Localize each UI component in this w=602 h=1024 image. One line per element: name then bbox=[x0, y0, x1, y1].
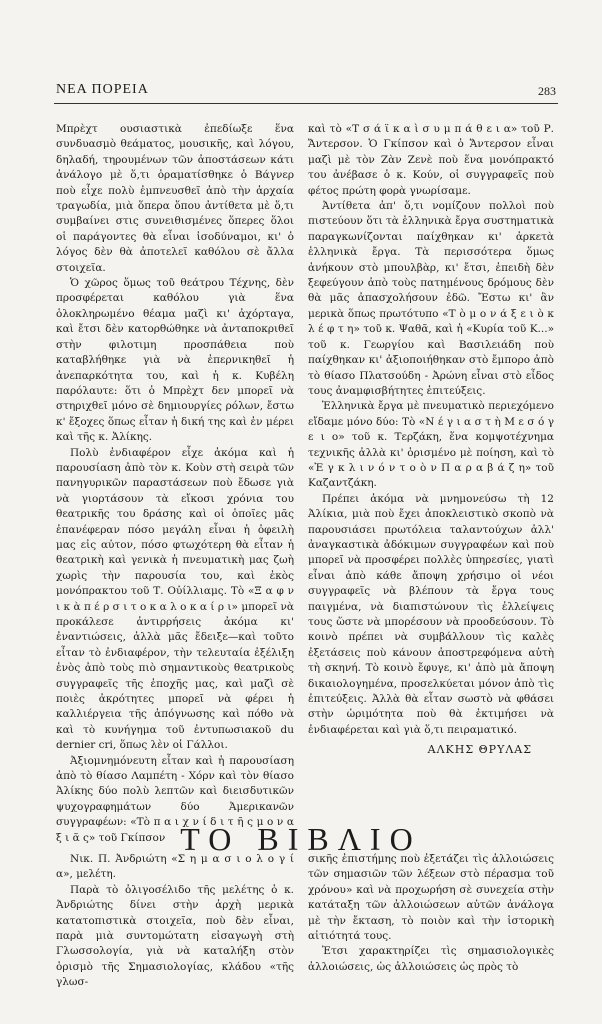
page-number: 283 bbox=[538, 84, 556, 98]
journal-title: ΝΕΑ ΠΟΡΕΙΑ bbox=[56, 82, 149, 97]
paragraph: Ὁ χῶρος ὅμως τοῦ θεάτρου Τέχνης, δὲν προσφέρεται καθόλου γιὰ ἕνα ὁλοκληρωμένο θέαμα μαζὶ κι' ἀχόρταγα, καὶ ἔτσι δὲν κατορθώθηκε νὰ ἀνταποκριθεῖ στὴν φιλοτιμη προσπάθεια ποὺ καταβλήθηκε γιὰ νὰ ἐπερνικηθεῖ ἡ ἀνεπαρκότητα του, καὶ ἡ κ. Κυβέλη παρόλαυτε: ὅτι ὁ Μπρὲχτ δεν μπορεῖ νὰ στηριχθεῖ μόνο σὲ δημιουργίες ρόλων, ἔστω κ' ἔξοχες ὅπως εἶταν ἡ δική της καὶ ἐν μέρει καὶ τῆς κ. Ἀλίκης. bbox=[56, 277, 294, 444]
paragraph: Πρέπει ἀκόμα νὰ μνημονεύσω τὴ 12 Ἀλίκια, μιὰ ποὺ ἔχει ἀποκλειστικὸ σκοπὸ νὰ παρουσιάσει πρωτόλεια ταλαντούχων ἀλλ' ἀναγκαστικὰ ἀδόκιμων συγγραφέων καὶ ποὺ μπορεῖ νὰ προσφέρει πολλὲς ὑπηρεσίες, γιατὶ εἶναι ἀπὸ κάθε ἄποψη χρήσιμο οἱ νέοι συγγραφεῖς νὰ βλέπουν τὰ ἔργα τους παιγμένα, νὰ διαπιστώνουν τὶς ἐλλείψεις τους ὥστε νὰ μπορέσουν νὰ προοδεύσουν. Τὸ κοινὸ πρέπει νὰ συμβάλλουν τὶς καλὲς ἐξετάσεις ποὺ κάνουν ἀποστρεφόμενα αὐτὴ τὴ σκηνή. Τὸ κοινὸ ἔφυγε, κι' ἀπὸ μὰ ἄποψη δικαιολογημένα, προσελκύεται μόνον ἀπὸ τὶς ἐπιτεύξεις. Ἀλλὰ θὰ εἶταν σωστὸ νὰ φθάσει στὴν ὡριμότητα ποὺ θὰ ἐκτιμήσει νὰ ἐνδιαφέρεται καὶ γιὰ ὅ,τι πειραματικό. bbox=[308, 492, 554, 736]
paragraph: Ἀντίθετα ἀπ' ὅ,τι νομίζουν πολλοὶ ποὺ πιστεύουν ὅτι τὰ ἑλληνικὰ ἔργα συστηματικὰ παραγκωνίζονται παίχθηκαν κι' ἀρκετὰ ἑλληνικὰ ἔργα. Τὰ περισσότερα ὅμως ἀνήκουν στὸ μπουλβὰρ, κι' ἔτσι, ἐπειδὴ δὲν ξεφεύγουν ἀπὸ τοὺς πατημένους δρόμους δὲν θὰ μᾶς ἀπασχολήσουν ἐδῶ. Ἔστω κι' ἂν μερικὰ ὅπως πρωτότυπο «Τ ὸ μ ο ν ά ξ ε ι ὸ κ λ έ φ τ η» τοῦ κ. Ψαθᾶ, καὶ ἡ «Κυρία τοῦ Κ...» τοῦ κ. Γεωργίου καὶ Βασιλειάδη ποὺ παίχθηκαν κι' ἀξιοποιήθηκαν στὸ ἔμπορο ἀπὸ τὸ θίασο Πλατσούδη - Ἀρώνη εἶναι στὸ εἶδος τους ἀναμφισβήτητες ἐπιτεύξεις. bbox=[308, 200, 554, 397]
review-column-left bbox=[56, 852, 294, 991]
article-column-right bbox=[308, 122, 554, 758]
paragraph: Παρὰ τὸ ὀλιγοσέλιδο τῆς μελέτης ὁ κ. Ἀνδριώτης δίνει στὴν ἀρχὴ μερικὰ κατατοπιστικὰ στοιχεῖα, ποὺ δὲν εἶναι, παρὰ μιὰ συντομώτατη εἰσαγωγὴ στὴ Γλωσσολογία, γιὰ νὰ καταλήξη στὸν ὁρισμὸ τῆς Σημασιολογίας, κλάδου «τῆς γλωσ- bbox=[56, 883, 294, 989]
paragraph: Πολὺ ἐνδιαφέρον εἶχε ἀκόμα καὶ ἡ παρουσίαση ἀπὸ τὸν κ. Κοὺν στὴ σειρὰ τῶν πανηγυρικῶν παραστάσεων ποὺ ἔδωσε γιὰ νὰ γιορτάσουν τὰ εἴκοσι χρόνια του θεατρικῆς του δράσης καὶ οἱ ὁποῖες μᾶς ἐπανέφεραν πόσο μεγάλη εἶναι ἡ ὀφειλὴ μας εἰς αὐτον, πόσο φτωχότερη θὰ εἶταν ἡ θεατρικὴ καὶ γενικὰ ἡ πνευματικὴ μας ζωὴ χωρὶς τὴν παρουσία του, καὶ ἐκὸς μονόπρακτου τοῦ Τ. Οὐίλλιαμς. Τὸ «Ξ α φ ν ι κ ὰ π έ ρ σ ι τ ο κ α λ ο κ α ί ρ ι» μπορεῖ νὰ προκάλεσε ἀντιρρήσεις ἀκόμα κι' ἐναντιώσεις, ἀλλὰ μᾶς ἔδειξε—καὶ τοῦτο εἶταν τὸ ἐνδιαφέρον, τὴν τελευταία ἐξέλιξη ἑνὸς ἀπὸ τοὺς πιὸ σημαντικοὺς θεατρικοὺς συγγραφεῖς τῆς ἐποχῆς μας, καὶ μαζὶ σὲ ποιὲς ἀκρότητες μπορεῖ νὰ φέρει ἡ καλλιέργεια τῆς ἀπόγνωσης καὶ πόθο νὰ καὶ τὸ κυνήγημα τοῦ ἐντυπωσιακοῦ du dernier cri, ὅπως λὲν οἱ Γάλλοι. bbox=[56, 446, 294, 752]
article-column-left bbox=[56, 122, 294, 846]
paragraph: καὶ τὸ «Τ σ ά ϊ κ α ὶ σ υ μ π ά θ ε ι α» τοῦ Ρ. Ἄντερσον. Ὁ Γκίπσον καὶ ὁ Ἄντερσον εἶναι μαζὶ μὲ τὸν Ζὰν Ζενὲ ποὺ ἕνα μονόπρακτό του ἀνέβασε ὁ κ. Κούν, οἱ συγγραφεῖς ποὺ φέτος πρώτη φορὰ γνωρίσαμε. bbox=[308, 123, 554, 197]
paragraph: Ἀξιομνημόνευτη εἶταν καὶ ἡ παρουσίαση ἀπὸ τὸ θίασο Λαμπέτη - Χόρν καὶ τὸν θίασο Ἀλίκης δύο πολὺ λεπτῶν καὶ διεισδυτικῶν ψυχογραφημάτων δύο Ἀμερικανῶν συγγραφέων: «Τὸ π α ι χ ν ί δ ι τ ῆ ς μ ο ν α ξ ι ᾶ ς» τοῦ Γκίπσον bbox=[56, 754, 294, 844]
section-title: ΤΟ ΒΙΒΛΙΟ bbox=[180, 821, 422, 858]
paragraph: Μπρὲχτ ουσιαστικὰ ἐπεδίωξε ἕνα συνδυασμὸ θεάματος, μουσικῆς, καὶ λόγου, δηλαδή, τηρουμένων τῶν ἀποστάσεων κάτι ἀνάλογο μὲ ὅ,τι ὁραματίσθηκε ὁ Βάγνερ ποὺ εἶχε πολὺ ἐμπνευσθεῖ ἀπὸ τὴν ἀρχαία τραγωδία, μιὰ ὅπερα ὅπου ἀντίθετα μὲ ὅ,τι συμβαίνει στις συνειθισμένες ὅπερες ὅλοι οἱ παράγοντες θὰ εἶναι ἰσοδύναμοι, κι' ὁ λόγος δὲν θὰ ἀποτελεῖ καθόλου σὲ ἄλλα στοιχεῖα. bbox=[56, 123, 294, 274]
header-rule bbox=[54, 103, 558, 104]
author-signature: ΑΛΚΗΣ ΘΡΥΛΑΣ bbox=[427, 743, 532, 757]
paragraph: Ἐτσι χαρακτηρίζει τὶς σημασιολογικὲς ἀλλοιώσεις, ὡς ἀλλοιώσεις ὡς πρὸς τὸ bbox=[308, 945, 554, 973]
paragraph: Ἑλληνικὰ ἔργα μὲ πνευματικὸ περιεχόμενο εἴδαμε μόνο δύο: Τὸ «Ν έ γ ι α σ τ ὴ Μ ε σ ό γ ε ι ο» τοῦ κ. Τερζάκη, ἕνα κομψοτέχνημα τεχνικῆς ἀλλὰ κι' ὁρισμένο μὲ ποίηση, καὶ τὸ «Ἐ γ κ λ ι ν ό ν τ ο ὸ ν Π α ρ α β ά ζ η» τοῦ Καζαντζάκη. bbox=[308, 400, 554, 490]
review-heading: Νικ. Π. Ἀνδριώτη «Σ η μ α σ ι ο λ ο γ ί α», μελέτη. bbox=[56, 853, 294, 881]
review-column-right bbox=[308, 852, 554, 975]
paragraph: σικῆς ἐπιστήμης ποὺ ἐξετάζει τὶς ἀλλοιώσεις τῶν σημασιῶν τῶν λέξεων στὸ πέρασμα τοῦ χρόνου» καὶ νὰ προχωρήση σὲ συνεχεία στὴν κατάταξη τῶν ἀλλοιώσεων αὐτῶν ἀνάλογα μὲ τὴν ἔκταση, τὸ ποιὸν καὶ τὴν ἱστορικὴ αἰτιότητά τους. bbox=[308, 853, 554, 943]
